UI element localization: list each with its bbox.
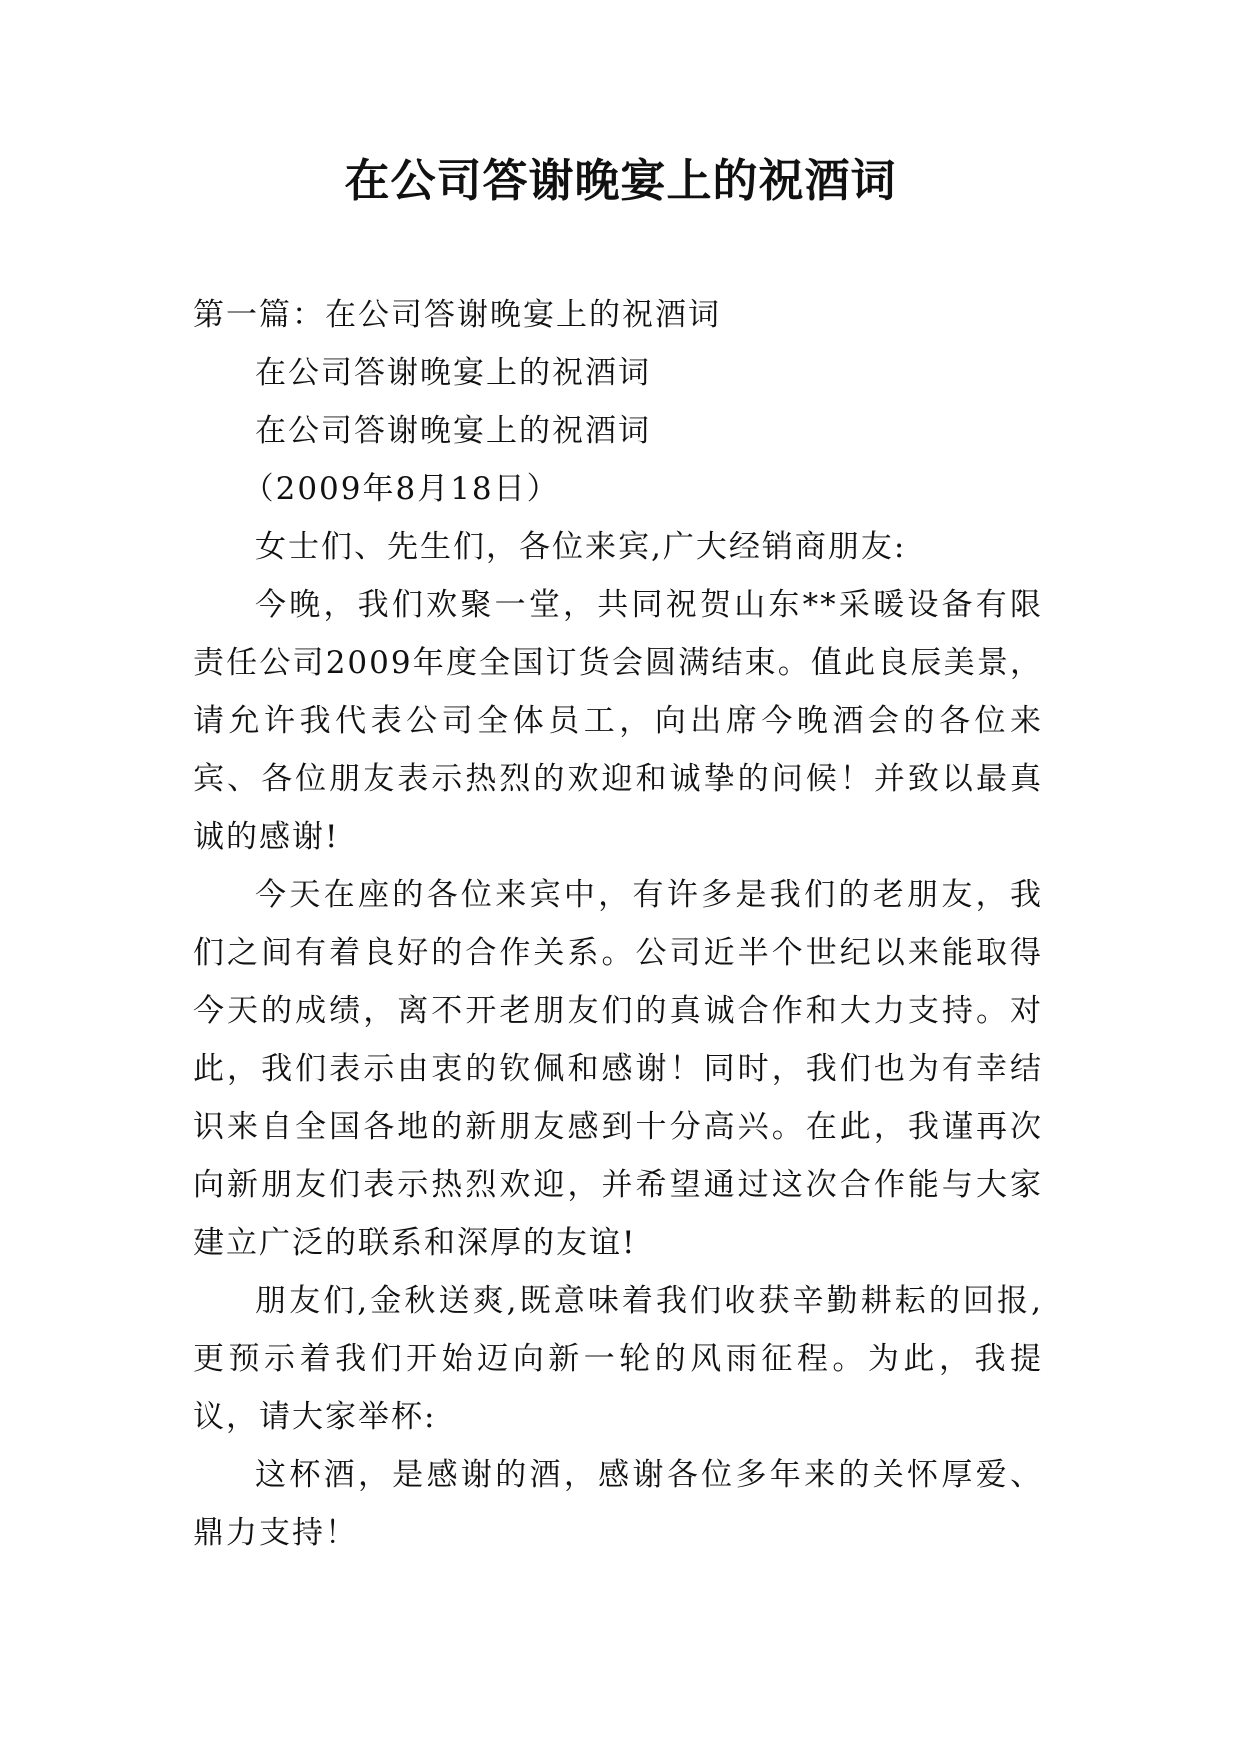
body-paragraph: 这杯酒，是感谢的酒，感谢各位多年来的关怀厚爱、鼎力支持！: [193, 1457, 1043, 1551]
speech-title: 在公司答谢晚宴上的祝酒词: [255, 355, 651, 391]
section-heading: 第一篇：在公司答谢晚宴上的祝酒词: [193, 297, 721, 333]
document-title: 在公司答谢晚宴上的祝酒词: [344, 154, 897, 207]
salutation: 女士们、先生们，各位来宾,广大经销商朋友:: [255, 529, 907, 565]
speech-date: （2009年8月18日）: [242, 471, 560, 507]
body-paragraph: 朋友们,金秋送爽,既意味着我们收获辛勤耕耘的回报,更预示着我们开始迈向新一轮的风雨征程。为此，我提议，请大家举杯:: [193, 1283, 1043, 1435]
body-paragraph: 今天在座的各位来宾中，有许多是我们的老朋友，我们之间有着良好的合作关系。公司近半个世纪以来能取得今天的成绩，离不开老朋友们的真诚合作和大力支持。对此，我们表示由衷的钦佩和感谢！同时，我们也为有幸结识来自全国各地的新朋友感到十分高兴。在此，我谨再次向新朋友们表示热烈欢迎，并希望通过这次合作能与大家建立广泛的联系和深厚的友谊!: [193, 877, 1043, 1261]
document-body: [193, 286, 1043, 1562]
speech-title-repeat: 在公司答谢晚宴上的祝酒词: [255, 413, 651, 449]
body-paragraph: 今晚，我们欢聚一堂，共同祝贺山东**采暖设备有限责任公司2009年度全国订货会圆满结束。值此良辰美景，请允许我代表公司全体员工，向出席今晚酒会的各位来宾、各位朋友表示热烈的欢迎和诚挚的问候！并致以最真诚的感谢!: [193, 587, 1043, 855]
